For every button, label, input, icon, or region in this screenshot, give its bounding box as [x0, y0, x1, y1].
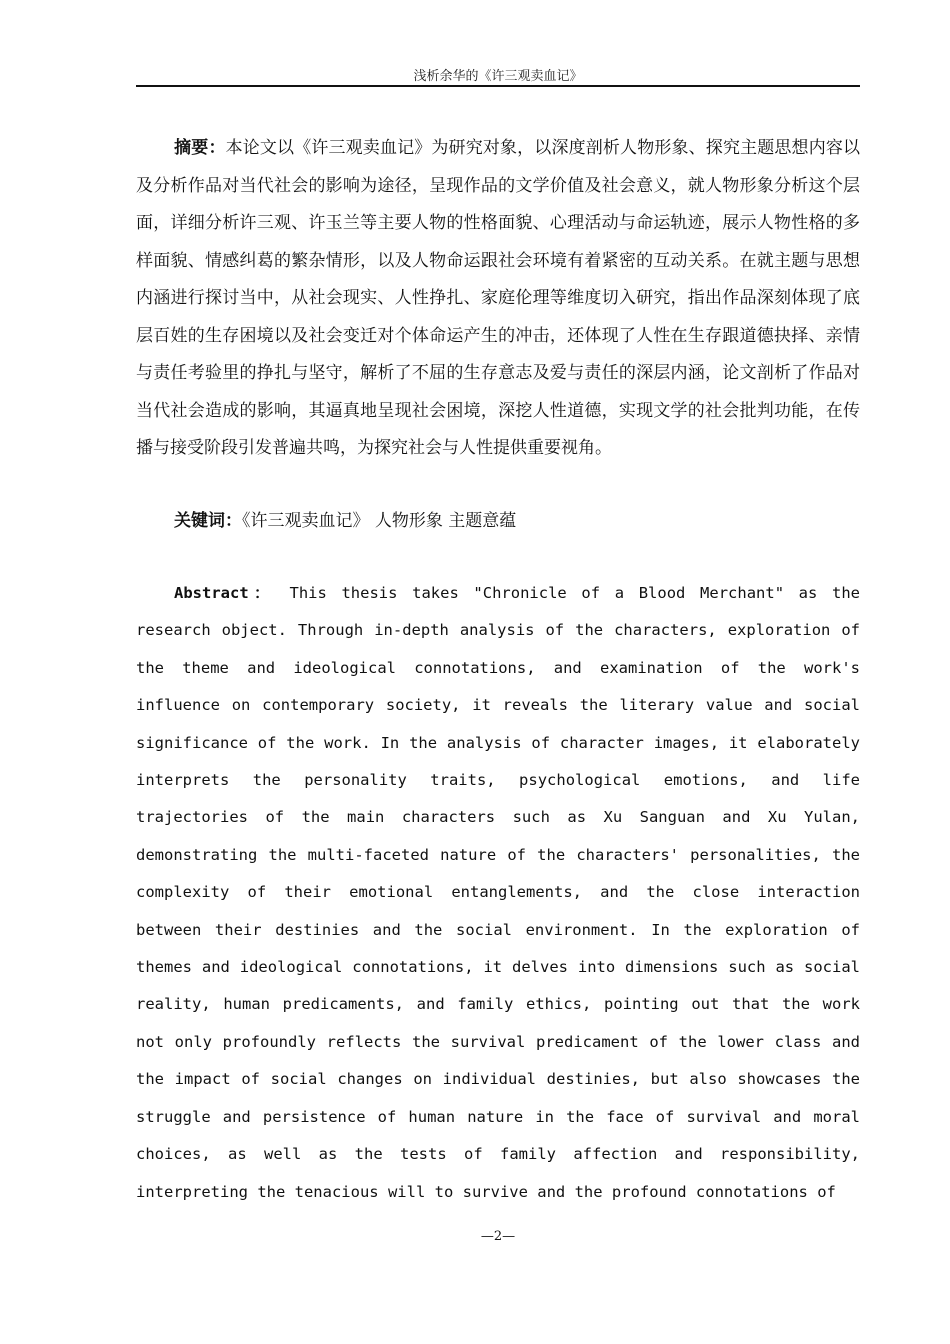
- abstract-en-label: Abstract：: [174, 584, 275, 602]
- page-number: —2—: [480, 1229, 516, 1244]
- abstract-zh-text: 本论文以《许三观卖血记》为研究对象，以深度剖析人物形象、探究主题思想内容以及分析作品对当代社会的影响为途径，呈现作品的文学价值及社会意义，就人物形象分析这个层面，详细分析许三观、许玉兰等主要人物的性格面貌、心理活动与命运轨迹，展示人物性格的多样面貌、情感纠葛的繁杂情形，以及人物命运跟社会环境有着紧密的互动关系。在就主题与思想内涵进行探讨当中，从社会现实、人性挣扎、家庭伦理等维度切入研究，指出作品深刻体现了底层百姓的生存困境以及社会变迁对个体命运产生的冲击，还体现了人性在生存跟道德抉择、亲情与责任考验里的挣扎与坚守，解析了不屈的生存意志及爱与责任的深层内涵，论文剖析了作品对当代社会造成的影响，其逼真地呈现社会困境，深挖人性道德，实现文学的社会批判功能，在传播与接受阶段引发普遍共鸣，为探究社会与人性提供重要视角。: [136, 138, 861, 458]
- keywords-text: 《许三观卖血记》 人物形象 主题意蕴: [242, 511, 517, 531]
- running-header: 浅析余华的《许三观卖血记》: [413, 69, 583, 84]
- abstract-en-text: This thesis takes "Chronicle of a Blood Merchant" as the research object. Through in-depth analysis of the characters, exploration of the theme and ideological connotations, and examination of the work's influence on contemporary society, it reveals the literary value and social significance of the work. In the analysis of character images, it elaborately interprets the personality traits, psychological emotions, and life trajectories of the main characters such as Xu Sanguan and Xu Yulan, demonstrating the multi-faceted nature of the characters' personalities, the complexity of their emotional entanglements, and the close interaction between their destinies and the social environment. In the exploration of themes and ideological connotations, it delves into dimensions such as social reality, human predicaments, and family ethics, pointing out that the work not only profoundly reflects the survival predicament of the lower class and the impact of social changes on individual destinies, but also showcases the struggle and persistence of human nature in the face of survival and moral choices, as well as the tests of family affection and responsibility, interpreting the tenacious will to survive and the profound connotations of: [136, 584, 860, 1201]
- keywords-label: 关键词：: [174, 511, 242, 531]
- abstract-zh: [136, 130, 860, 468]
- abstract-en: [136, 575, 860, 1211]
- keywords-zh: [136, 503, 860, 541]
- header-rule: [136, 85, 860, 87]
- abstract-zh-label: 摘要：: [174, 138, 226, 158]
